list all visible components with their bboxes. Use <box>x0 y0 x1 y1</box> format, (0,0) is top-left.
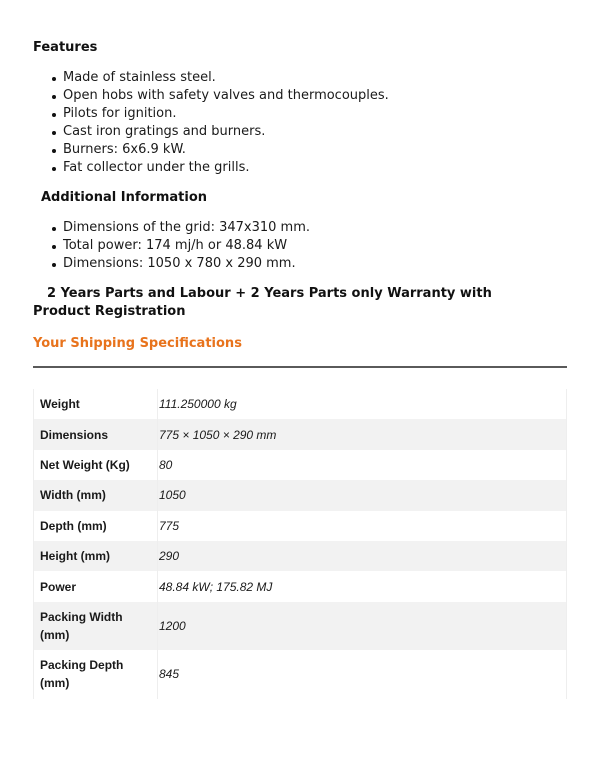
list-item: Pilots for ignition. <box>33 105 567 123</box>
list-item: Fat collector under the grills. <box>33 159 567 177</box>
shipping-specs-heading: Your Shipping Specifications <box>33 336 242 351</box>
spec-label: Packing Depth (mm) <box>34 650 158 699</box>
spec-label: Height (mm) <box>34 541 158 571</box>
list-item: Burners: 6x6.9 kW. <box>33 141 567 159</box>
spec-value: 775 <box>159 518 180 533</box>
spec-value: 1200 <box>159 618 186 633</box>
table-row <box>34 511 567 541</box>
spec-label: Power <box>34 571 158 601</box>
table-row <box>34 389 567 419</box>
table-row <box>34 541 567 571</box>
list-item: Dimensions: 1050 x 780 x 290 mm. <box>33 255 567 273</box>
spec-label: Net Weight (Kg) <box>34 450 158 480</box>
spec-value: 48.84 kW; 175.82 MJ <box>159 579 273 594</box>
list-item: Cast iron gratings and burners. <box>33 123 567 141</box>
features-list <box>33 69 567 177</box>
divider <box>33 366 567 368</box>
spec-label: Weight <box>34 389 158 419</box>
table-row <box>34 602 567 651</box>
table-row <box>34 450 567 480</box>
features-heading: Features <box>33 40 98 55</box>
table-row <box>34 571 567 601</box>
warranty-text: 2 Years Parts and Labour + 2 Years Parts only Warranty with Product Registration <box>33 286 492 319</box>
list-item: Dimensions of the grid: 347x310 mm. <box>33 219 567 237</box>
spec-value: 1050 <box>159 488 186 503</box>
spec-value: 111.250000 kg <box>159 397 237 412</box>
table-row <box>34 650 567 699</box>
spec-value: 775 × 1050 × 290 mm <box>159 427 277 442</box>
spec-label: Depth (mm) <box>34 511 158 541</box>
list-item: Total power: 174 mj/h or 48.84 kW <box>33 237 567 255</box>
spec-label: Packing Width (mm) <box>34 602 158 651</box>
shipping-specs-table <box>33 389 567 699</box>
list-item: Open hobs with safety valves and thermocouples. <box>33 87 567 105</box>
table-row <box>34 480 567 510</box>
spec-value: 290 <box>159 549 180 564</box>
additional-info-list <box>33 219 567 273</box>
additional-info-heading: Additional Information <box>41 190 208 205</box>
spec-label: Width (mm) <box>34 480 158 510</box>
spec-label: Dimensions <box>34 419 158 449</box>
table-row <box>34 419 567 449</box>
list-item: Made of stainless steel. <box>33 69 567 87</box>
spec-value: 80 <box>159 457 173 472</box>
spec-value: 845 <box>159 667 180 682</box>
